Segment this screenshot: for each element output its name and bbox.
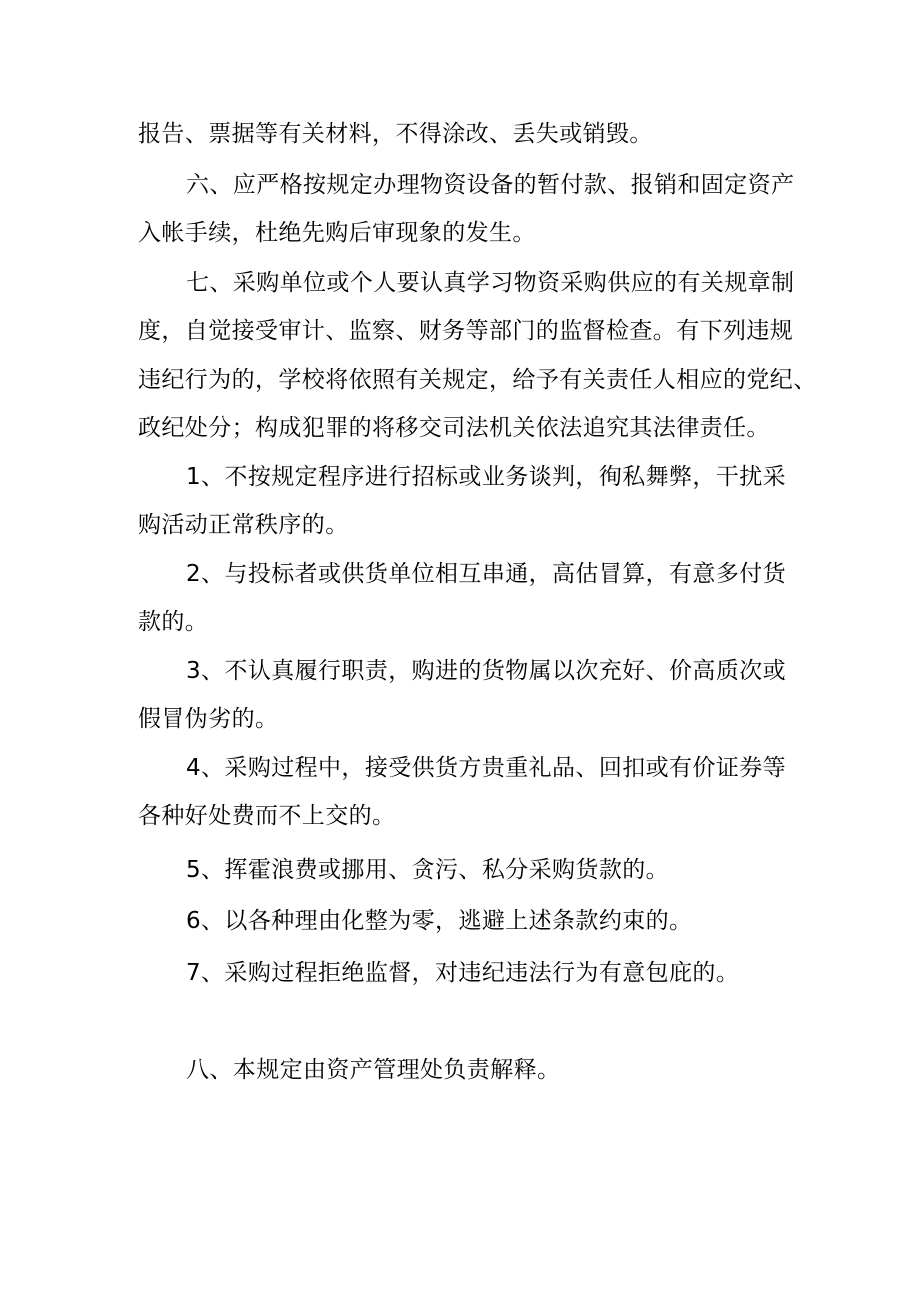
text-line: 政纪处分；构成犯罪的将移交司法机关依法追究其法律责任。: [138, 415, 770, 441]
text-line: 3、不认真履行职责，购进的货物属以次充好、价高质次或: [186, 658, 787, 684]
text-line: 入帐手续，杜绝先购后审现象的发生。: [138, 220, 536, 246]
text-line: 4、采购过程中，接受供货方贵重礼品、回扣或有价证券等: [186, 755, 787, 781]
text-line: 1、不按规定程序进行招标或业务谈判，徇私舞弊，干扰采: [186, 464, 787, 490]
text-line: 6、以各种理由化整为零，逃避上述条款约束的。: [186, 908, 693, 934]
text-line: 度，自觉接受审计、监察、财务等部门的监督检查。有下列违规: [138, 318, 794, 344]
text-line: 购活动正常秩序的。: [138, 512, 349, 538]
text-line: 各种好处费而不上交的。: [138, 803, 396, 829]
text-line: 七、采购单位或个人要认真学习物资采购供应的有关规章制: [186, 270, 795, 296]
text-line: 报告、票据等有关材料，不得涂改、丢失或销毁。: [138, 121, 653, 147]
text-line: 假冒伪劣的。: [138, 706, 279, 732]
text-line: 款的。: [138, 609, 209, 635]
text-line: 八、本规定由资产管理处负责解释。: [186, 1057, 561, 1083]
text-line: 2、与投标者或供货单位相互串通，高估冒算，有意多付货: [186, 561, 787, 587]
text-line: 六、应严格按规定办理物资设备的暂付款、报销和固定资产: [186, 172, 795, 198]
text-line: 7、采购过程拒绝监督，对违纪违法行为有意包庇的。: [186, 960, 740, 986]
text-line: 5、挥霍浪费或挪用、贪污、私分采购货款的。: [186, 857, 670, 883]
text-line: 违纪行为的，学校将依照有关规定，给予有关责任人相应的党纪、: [138, 367, 817, 393]
